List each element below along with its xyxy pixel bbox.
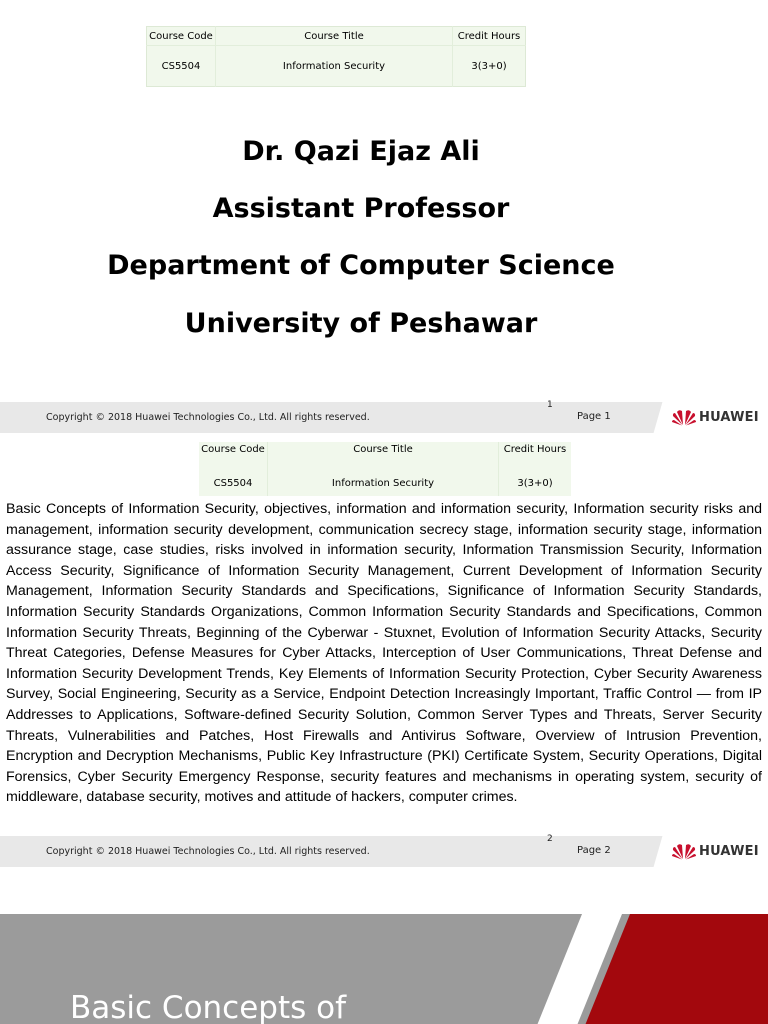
slide-3-heading: Basic Concepts of: [70, 990, 347, 1024]
syllabus-paragraph: Basic Concepts of Information Security, objectives, information and information security, Information security risks and management, information security development, communication secrecy stage, information security stage, information assurance stage, case studies, risks involved in information security, Information Transmission Security, Information Access Security, Significance of Information Security Management, Current Development of Information Security Management, Information Security Standards and Specifications, Significance of Information Security Standards, Information Security Standards Organizations, Common Information Security Standards and Specifications, Common Information Security Threats, Beginning of the Cyberwar - Stuxnet, Evolution of Information Security Attacks, Security Threat Categories, Defense Measures for Cyber Attacks, Interception of User Communications, Threat Defense and Information Security Development Trends, Key Elements of Information Security Protection, Cyber Security Awareness Survey, Social Engineering, Security as a Service, Endpoint Detection Increasingly Important, Traffic Control — from IP Addresses to Applications, Software-defined Security Solution, Common Server Types and Threats, Server Security Threats, Vulnerabilities and Patches, Host Firewalls and Antivirus Software, Overview of Intrusion Prevention, Encryption and Decryption Mechanisms, Public Key Infrastructure (PKI) Certificate System, Security Operations, Digital Forensics, Cyber Security Emergency Response, security features and mechanisms in operating system, security of middleware, database security, motives and attitude of hackers, computer crimes.: [6, 501, 762, 806]
instructor-department: Department of Computer Science: [107, 250, 615, 281]
header-course-title: Course Title: [216, 27, 453, 46]
copyright-text: Copyright © 2018 Huawei Technologies Co., Ltd. All rights reserved.: [46, 846, 370, 857]
header-course-code: Course Code: [147, 27, 216, 46]
table-header-row: [147, 27, 526, 46]
table-row: [199, 471, 571, 496]
slide-footer-1: [0, 402, 768, 433]
cell-course-code: CS5504: [147, 46, 216, 87]
slide-footer-2: [0, 836, 768, 867]
instructor-position: Assistant Professor: [212, 193, 510, 224]
instructor-university: University of Peshawar: [184, 308, 538, 339]
table-row: [147, 46, 526, 87]
cell-course-code: CS5504: [199, 471, 268, 496]
brand-name: HUAWEI: [699, 844, 759, 859]
header-course-code: Course Code: [199, 442, 268, 471]
huawei-petal-logo-icon: [672, 843, 696, 860]
slide-number: 1: [547, 400, 553, 410]
slide-3-title-banner: [0, 914, 768, 1024]
cell-course-title: Information Security: [268, 471, 499, 496]
instructor-name: Dr. Qazi Ejaz Ali: [242, 136, 480, 167]
brand-logo: [672, 843, 759, 860]
header-credit-hours: Credit Hours: [503, 444, 567, 455]
huawei-petal-logo-icon: [672, 409, 696, 426]
page-label: Page 2: [577, 845, 611, 856]
cell-credit-hours: 3(3+0): [453, 46, 526, 87]
header-credit-hours: Credit Hours: [457, 31, 521, 42]
slide-number: 2: [547, 834, 553, 844]
course-table-slide1: [146, 26, 526, 87]
header-course-title: Course Title: [268, 442, 499, 471]
table-header-row: [199, 442, 571, 471]
copyright-text: Copyright © 2018 Huawei Technologies Co., Ltd. All rights reserved.: [46, 412, 370, 423]
brand-logo: [672, 409, 759, 426]
cell-credit-hours: 3(3+0): [517, 478, 553, 490]
page-label: Page 1: [577, 411, 611, 422]
brand-name: HUAWEI: [699, 410, 759, 425]
cell-course-title: Information Security: [216, 46, 453, 87]
course-table-slide2: [199, 442, 571, 496]
